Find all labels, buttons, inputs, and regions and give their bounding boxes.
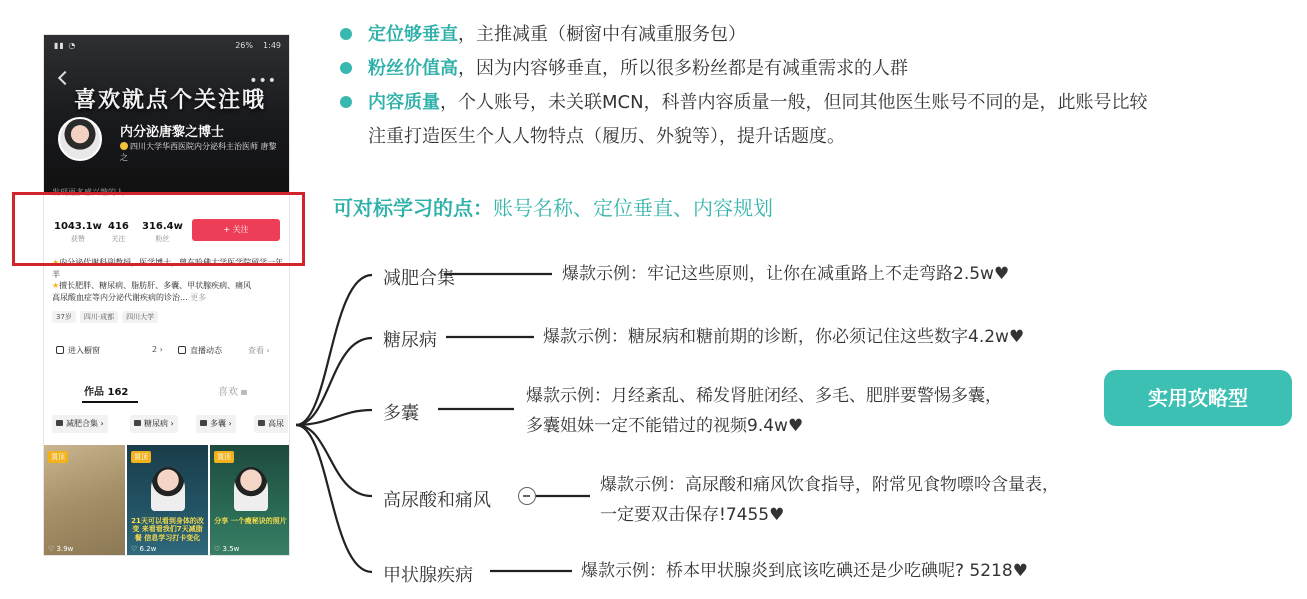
node-diabetes[interactable]: 糖尿病 [383, 330, 437, 351]
bullet-keyword: 定位够垂直 [368, 24, 458, 45]
verification-text: 四川大学华西医院内分泌科主治医师 唐黎之 [120, 142, 277, 163]
node-pcos[interactable]: 多囊 [383, 403, 419, 424]
thumb-likes: ♡ 6.2w [131, 545, 157, 553]
node-desc [543, 322, 1024, 352]
bullet-keyword: 内容质量 [368, 92, 440, 113]
collapse-icon[interactable] [518, 487, 536, 505]
bullet-text-continued: 注重打造医生个人人物特点（履历、外貌等），提升话题度。 [368, 126, 845, 147]
shop-window-count-value: 2 [152, 345, 158, 354]
collection-chip[interactable]: 多囊 › [196, 415, 236, 433]
thumb-likes: ♡ 3.5w [214, 545, 240, 553]
pinned-badge: 置顶 [214, 451, 234, 463]
collection-chip[interactable]: 减肥合集 › [52, 415, 108, 433]
banner-text: 喜欢就点个关注哦 [74, 88, 267, 113]
bullet-keyword: 粉丝价值高 [368, 58, 458, 79]
view-link-label: 查看 [248, 346, 264, 355]
heart-icon: ♥ [787, 416, 804, 436]
pinned-badge: 置顶 [131, 451, 151, 463]
node-desc-line: 爆款示例：月经紊乱、稀发肾脏闭经、多毛、肥胖要警惕多囊， [526, 386, 1002, 406]
thumb-likes-value: 3.9w [56, 545, 74, 553]
node-desc-line: 爆款示例：桥本甲状腺炎到底该吃碘还是少吃碘呢? 5218 [581, 561, 1013, 581]
node-desc [526, 381, 1002, 441]
node-desc-line: 多囊姐妹一定不能错过的视频9.4w [526, 416, 788, 436]
stat-fans-value: 316.4w [142, 221, 183, 232]
branch-curve [296, 275, 372, 425]
more-icon[interactable]: ••• [249, 73, 277, 89]
bullet-text: ，个人账号，未关联MCN，科普内容质量一般，但同其他医生账号不同的是，此账号比较 [440, 92, 1148, 113]
bullet-text: ，因为内容够垂直，所以很多粉丝都是有减重需求的人群 [458, 58, 908, 79]
live-label: 直播动态 [190, 346, 222, 355]
bio-line-3: 高尿酸血症等内分泌代谢疾病的诊治... [52, 292, 188, 302]
bio-more-link[interactable]: 更多 [190, 292, 207, 302]
learning-points-items: 账号名称、定位垂直、内容规划 [493, 196, 773, 220]
stat-likes-label: 获赞 [70, 235, 85, 243]
category-badge: 实用攻略型 [1104, 370, 1292, 426]
signal-icon: ▮▮ ◔ [54, 41, 77, 50]
heart-icon: ♥ [769, 505, 785, 525]
thumb-likes: ♡ 3.9w [48, 545, 74, 553]
star-icon: ★ [52, 258, 60, 267]
stat-fans-label: 粉丝 [155, 235, 170, 243]
discover-text: 发现更多感兴趣的人 [52, 188, 124, 197]
tab-works[interactable]: 作品 162 [84, 387, 129, 398]
tag-location: 四川·成都 [80, 311, 118, 323]
shop-window-label: 进入橱窗 [68, 346, 100, 355]
thumb-likes-value: 3.5w [222, 545, 240, 553]
heart-icon: ♥ [993, 264, 1010, 284]
bio-line-2: 擅长肥胖、糖尿病、脂肪肝、多囊、甲状腺疾病、痛风 [59, 281, 252, 291]
view-link[interactable]: 查看 › [248, 346, 270, 355]
learning-points-label: 可对标学习的点： [333, 196, 493, 220]
pinned-badge: 置顶 [48, 451, 68, 463]
branch-curve [296, 425, 372, 572]
stat-following-label: 关注 [111, 235, 126, 243]
node-gout[interactable]: 高尿酸和痛风 [383, 490, 491, 511]
collection-chip-label: 糖尿病 [144, 419, 168, 428]
node-desc-line: 爆款示例：牢记这些原则，让你在减重路上不走弯路2.5w [562, 264, 994, 284]
collection-chip-label: 高尿 [268, 419, 284, 428]
bio-line-1: 内分泌代谢科副教授，医学博士，曾在哈佛大学医学院留学一年半 [52, 258, 284, 279]
heart-icon: ♥ [1012, 561, 1028, 581]
tab-likes-label: 喜欢 [218, 387, 238, 398]
collection-chip-label: 减肥合集 [66, 419, 98, 428]
star-icon: ★ [52, 281, 60, 291]
node-thyroid[interactable]: 甲状腺疾病 [383, 565, 473, 586]
bullet-text: ，主推减重（橱窗中有减重服务包） [458, 24, 746, 45]
shop-window-count: 2 › [152, 345, 163, 354]
collection-chip-label: 多囊 [210, 419, 226, 428]
node-weight-loss[interactable]: 减肥合集 [383, 268, 455, 289]
node-desc-line: 爆款示例：高尿酸和痛风饮食指导，附常见食物嘌呤含量表， [600, 475, 1059, 495]
tag-age: 37岁 [52, 311, 76, 323]
node-desc [581, 556, 1028, 586]
stat-following-value: 416 [108, 221, 129, 232]
stat-likes-value: 1043.1w [54, 221, 102, 232]
status-time: 1:49 [263, 41, 281, 50]
node-desc-line: 一定要双击保存!7455 [600, 505, 770, 525]
account-name: 内分泌唐黎之博士 [120, 125, 225, 140]
collection-chip[interactable]: 糖尿病 › [130, 415, 178, 433]
heart-icon: ♥ [1008, 327, 1025, 347]
node-desc-line: 爆款示例：糖尿病和糖前期的诊断，你必须记住这些数字4.2w [543, 327, 1009, 347]
node-desc [562, 259, 1009, 289]
follow-button[interactable]: + 关注 [192, 219, 280, 241]
thumb-caption: 分享 一个瘦秘诀的照片 [214, 517, 287, 525]
battery-level: 26% [235, 41, 253, 50]
branch-curve [296, 425, 372, 496]
node-desc [600, 470, 1059, 530]
thumb-caption: 21天可以看到身体的改变 来看看我们7天减脂餐 信息学习打卡变化 [131, 517, 204, 542]
branch-curve [296, 338, 372, 425]
thumb-likes-value: 6.2w [139, 545, 157, 553]
tag-school: 四川大学 [122, 311, 158, 323]
